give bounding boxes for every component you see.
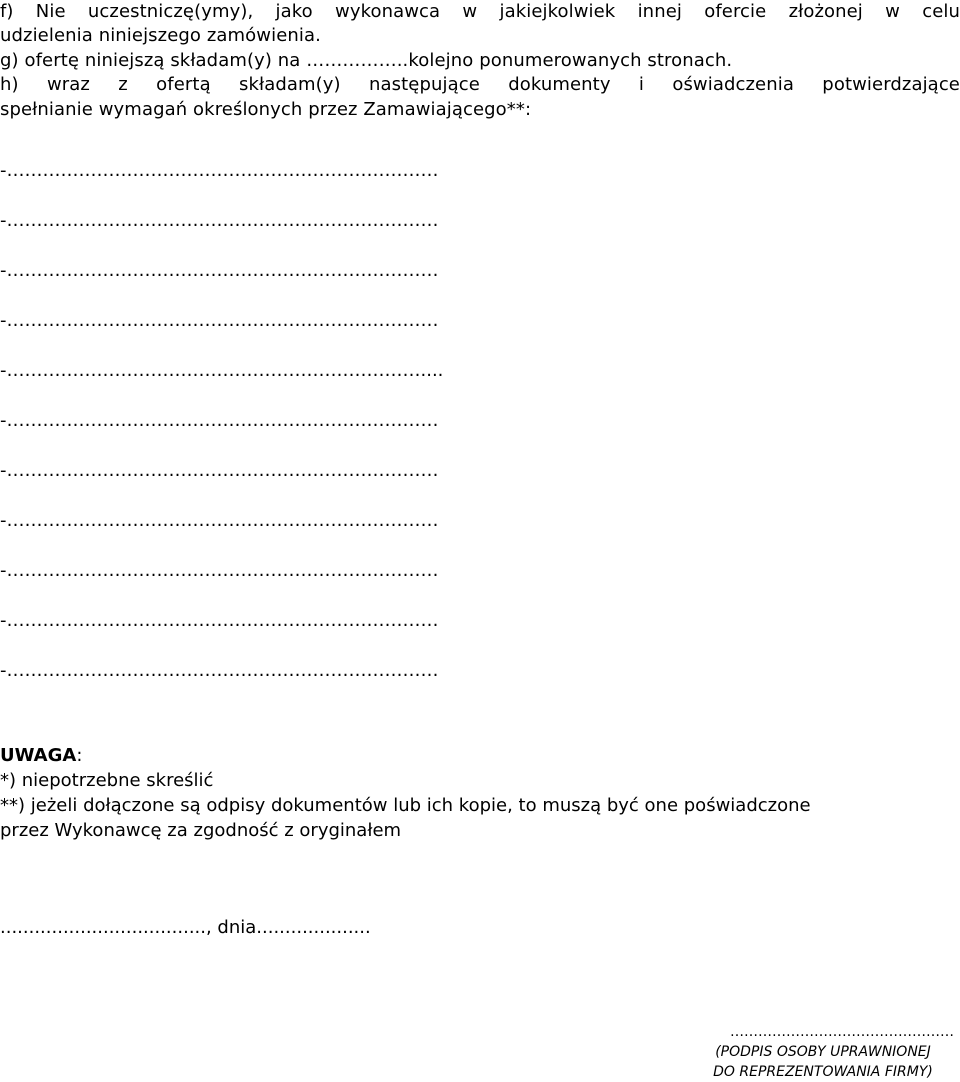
document-list-item: -……………………………………………………………… — [0, 560, 439, 581]
paragraph-f-line1: f) Nie uczestniczę(ymy), jako wykonawca w jakiejkolwiek innej ofercie złożonej w celu — [0, 1, 960, 22]
signature-dots: ………………………………………… — [730, 1024, 954, 1040]
document-list-item: -……………………………………………………………… — [0, 660, 439, 681]
signature-caption-line1: (PODPIS OSOBY UPRAWNIONEJ — [715, 1044, 931, 1060]
document-list-item: -……………………………………………………………… — [0, 260, 439, 281]
notes-section — [0, 743, 960, 843]
paragraph-h-line2: spełnianie wymagań określonych przez Zamawiającego**: — [0, 98, 532, 120]
document-list-item: -……………………………………………………………… — [0, 210, 439, 231]
paragraph-h-line1: h) wraz z ofertą składam(y) następujące dokumenty i oświadczenia potwierdzające — [0, 74, 960, 96]
paragraph-f-line2: udzielenia niniejszego zamówienia. — [0, 25, 321, 47]
signature-block — [688, 1022, 958, 1082]
place-date-field: ...................................., dnia.................... — [0, 917, 371, 938]
document-list-item: -……………………………………………………………… — [0, 510, 439, 531]
document-list-item: -……………………………………………………………… — [0, 460, 439, 481]
document-list-item: -……………………………………………………………… — [0, 160, 439, 181]
note-2-line1: **) jeżeli dołączone są odpisy dokumentów lub ich kopie, to muszą być one poświadczone — [0, 795, 811, 816]
paragraph-g: g) ofertę niniejszą składam(y) na ……………..kolejno ponumerowanych stronach. — [0, 49, 733, 71]
document-list — [0, 146, 700, 696]
document-list-item: -……………………………………………………………… — [0, 410, 439, 431]
document-list-item: -……………………………………………………………… — [0, 610, 439, 631]
note-2-line2: przez Wykonawcę za zgodność z oryginałem — [0, 820, 402, 841]
signature-caption-line2: DO REPREZENTOWANIA FIRMY) — [713, 1064, 933, 1080]
document-body — [0, 0, 960, 122]
notes-heading — [0, 743, 960, 768]
uwaga-colon: : — [76, 745, 83, 766]
uwaga-label: UWAGA — [0, 745, 77, 766]
document-list-item: -……………………………………………………………… — [0, 310, 439, 331]
document-list-item: -…………………………………………………………….... — [0, 360, 444, 381]
note-1: *) niepotrzebne skreślić — [0, 770, 214, 791]
